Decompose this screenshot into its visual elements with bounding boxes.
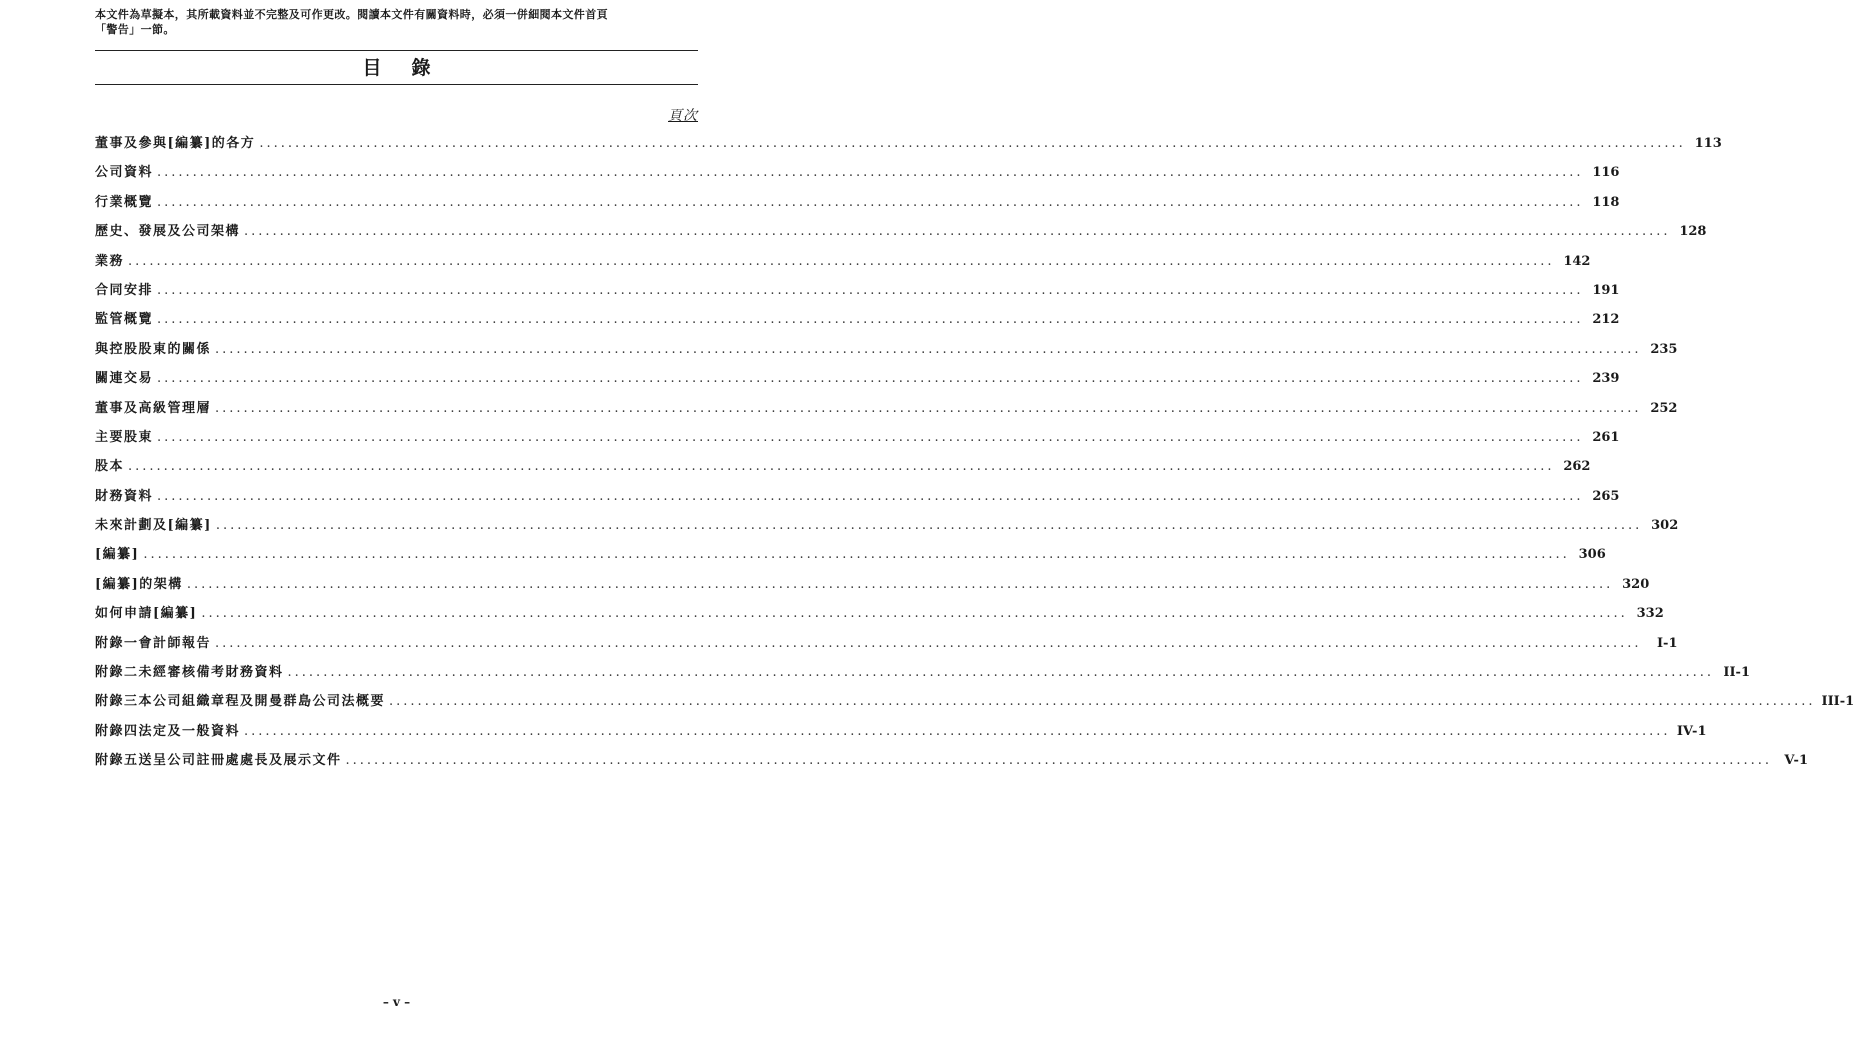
toc-dot-leader: ........................................................................................................................................................................................................ bbox=[215, 341, 1642, 357]
toc-dot-leader: ........................................................................................................................................................................................................ bbox=[143, 547, 1570, 563]
toc-entry-label: [編纂] bbox=[95, 547, 140, 563]
toc-entry-label: 股本 bbox=[95, 459, 125, 475]
toc-entry-page-number: III-1 bbox=[1821, 694, 1854, 710]
toc-entry-page-number: 142 bbox=[1563, 253, 1591, 269]
page-title: 目錄 bbox=[362, 57, 461, 79]
toc-dot-leader: ........................................................................................................................................................................................................ bbox=[287, 665, 1714, 681]
toc-entry-page-number: 262 bbox=[1563, 459, 1591, 475]
toc-entry[interactable] bbox=[95, 367, 1620, 396]
toc-entry[interactable] bbox=[95, 338, 1678, 367]
toc-entry-appendix-prefix: 附錄一 bbox=[95, 635, 139, 651]
disclaimer-line-1: 本文件為草擬本，其所載資料並不完整及可作更改。閱讀本文件有關資料時，必須一併細閱本文件首頁 bbox=[95, 8, 608, 21]
toc-entry-label: 行業概覽 bbox=[95, 194, 154, 210]
toc-dot-leader: ........................................................................................................................................................................................................ bbox=[128, 253, 1555, 269]
toc-entry-page-number: 265 bbox=[1592, 488, 1620, 504]
toc-entry-label: 送呈公司註冊處處長及展示文件 bbox=[138, 753, 342, 769]
toc-entry[interactable] bbox=[95, 455, 1591, 484]
toc-dot-leader: ........................................................................................................................................................................................................ bbox=[157, 194, 1584, 210]
toc-entry-label: 主要股東 bbox=[95, 429, 154, 445]
toc-entry[interactable] bbox=[95, 749, 1808, 778]
disclaimer-line-2: 「警告」一節。 bbox=[95, 23, 175, 36]
toc-dot-leader: ........................................................................................................................................................................................................ bbox=[157, 371, 1584, 387]
draft-disclaimer bbox=[95, 7, 705, 37]
toc-entry-label: 與控股股東的關係 bbox=[95, 341, 212, 357]
toc-entry-page-number: 239 bbox=[1592, 371, 1620, 387]
toc-dot-leader: ........................................................................................................................................................................................................ bbox=[186, 576, 1614, 592]
toc-entry-appendix-prefix: 附錄四 bbox=[95, 723, 139, 739]
toc-entry-label: 財務資料 bbox=[95, 488, 154, 504]
toc-entry[interactable] bbox=[95, 485, 1620, 514]
toc-entry-label: 歷史、發展及公司架構 bbox=[95, 224, 241, 240]
toc-entry[interactable] bbox=[95, 161, 1620, 190]
toc-entry[interactable] bbox=[95, 250, 1591, 279]
toc-dot-leader: ........................................................................................................................................................................................................ bbox=[201, 606, 1628, 622]
toc-entry-label: 法定及一般資料 bbox=[138, 723, 241, 739]
toc-entry-page-number: 128 bbox=[1679, 224, 1707, 240]
toc-entry[interactable] bbox=[95, 308, 1620, 337]
toc-dot-leader: ........................................................................................................................................................................................................ bbox=[157, 312, 1584, 328]
toc-entry[interactable] bbox=[95, 279, 1620, 308]
toc-entry-appendix-prefix: 附錄五 bbox=[95, 753, 139, 769]
toc-dot-leader: ........................................................................................................................................................................................................ bbox=[157, 429, 1584, 445]
toc-entry-page-number: 302 bbox=[1651, 518, 1679, 534]
toc-dot-leader: ........................................................................................................................................................................................................ bbox=[157, 282, 1584, 298]
page-footer-number: – v – bbox=[382, 995, 411, 1009]
table-of-contents bbox=[95, 132, 1854, 779]
page-number-column-header: 頁次 bbox=[668, 108, 698, 124]
toc-entry-label: 合同安排 bbox=[95, 282, 154, 298]
toc-dot-leader: ........................................................................................................................................................................................................ bbox=[345, 753, 1772, 769]
toc-entry-page-number: I-1 bbox=[1656, 635, 1678, 651]
toc-entry-label: 董事及高級管理層 bbox=[95, 400, 212, 416]
toc-entry-label: 監管概覽 bbox=[95, 312, 154, 328]
toc-entry[interactable] bbox=[95, 220, 1707, 249]
toc-entry-label: 未經審核備考財務資料 bbox=[138, 665, 284, 681]
toc-entry[interactable] bbox=[95, 191, 1620, 220]
toc-dot-leader: ........................................................................................................................................................................................................ bbox=[128, 459, 1555, 475]
toc-entry-appendix-prefix: 附錄二 bbox=[95, 665, 139, 681]
toc-entry[interactable] bbox=[95, 690, 1854, 719]
toc-entry-page-number: IV-1 bbox=[1676, 723, 1707, 739]
toc-entry-label: 董事及參與[編纂]的各方 bbox=[95, 136, 256, 151]
toc-dot-leader: ........................................................................................................................................................................................................ bbox=[244, 224, 1671, 240]
toc-entry-page-number: 191 bbox=[1592, 282, 1620, 298]
toc-entry-page-number: 306 bbox=[1578, 547, 1606, 563]
toc-entry-appendix-prefix: 附錄三 bbox=[95, 694, 139, 710]
toc-entry-page-number: 261 bbox=[1592, 429, 1620, 445]
toc-dot-leader: ........................................................................................................................................................................................................ bbox=[259, 136, 1686, 151]
toc-entry-label: 本公司組織章程及開曼群島公司法概要 bbox=[138, 694, 386, 710]
toc-entry[interactable] bbox=[95, 632, 1678, 661]
toc-entry-label: 公司資料 bbox=[95, 165, 154, 181]
toc-dot-leader: ........................................................................................................................................................................................................ bbox=[157, 165, 1584, 181]
toc-entry-label: 業務 bbox=[95, 253, 125, 269]
toc-entry[interactable] bbox=[95, 661, 1750, 690]
toc-entry-label: 關連交易 bbox=[95, 371, 154, 387]
toc-entry-page-number: 320 bbox=[1622, 576, 1650, 592]
toc-entry-page-number: V-1 bbox=[1784, 753, 1808, 769]
toc-entry-page-number: II-1 bbox=[1723, 665, 1750, 681]
toc-entry[interactable] bbox=[95, 573, 1650, 602]
toc-entry-page-number: 235 bbox=[1650, 341, 1678, 357]
toc-dot-leader: ........................................................................................................................................................................................................ bbox=[215, 635, 1642, 651]
toc-entry-page-number: 252 bbox=[1650, 400, 1678, 416]
toc-entry-page-number: 212 bbox=[1592, 312, 1620, 328]
toc-entry-label: [編纂]的架構 bbox=[95, 576, 183, 592]
title-top-rule bbox=[95, 50, 698, 51]
toc-entry-label: 如何申請[編纂] bbox=[95, 606, 198, 622]
toc-entry-page-number: 116 bbox=[1592, 165, 1620, 181]
toc-dot-leader: ........................................................................................................................................................................................................ bbox=[389, 694, 1816, 710]
toc-entry[interactable] bbox=[95, 132, 1722, 161]
toc-entry-page-number: 113 bbox=[1694, 136, 1722, 151]
toc-entry[interactable] bbox=[95, 543, 1606, 572]
toc-entry-label: 會計師報告 bbox=[138, 635, 212, 651]
toc-dot-leader: ........................................................................................................................................................................................................ bbox=[215, 400, 1642, 416]
toc-entry[interactable] bbox=[95, 514, 1679, 543]
toc-entry[interactable] bbox=[95, 426, 1620, 455]
toc-entry-page-number: 332 bbox=[1636, 606, 1664, 622]
toc-dot-leader: ........................................................................................................................................................................................................ bbox=[157, 488, 1584, 504]
toc-dot-leader: ........................................................................................................................................................................................................ bbox=[215, 518, 1643, 534]
toc-entry-page-number: 118 bbox=[1592, 194, 1620, 210]
toc-entry[interactable] bbox=[95, 397, 1678, 426]
toc-entry-label: 未來計劃及[編纂] bbox=[95, 518, 212, 534]
toc-entry[interactable] bbox=[95, 602, 1664, 631]
toc-dot-leader: ........................................................................................................................................................................................................ bbox=[244, 723, 1671, 739]
title-bottom-rule bbox=[95, 84, 698, 85]
toc-entry[interactable] bbox=[95, 720, 1707, 749]
